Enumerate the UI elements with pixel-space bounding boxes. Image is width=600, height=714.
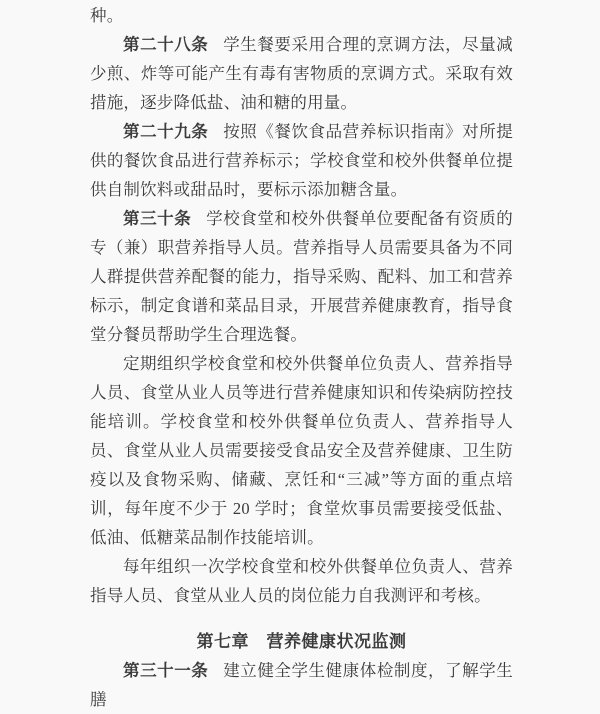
paragraph-continuation xyxy=(90,1,513,30)
continuation-text: 种。 xyxy=(90,6,124,25)
training-paragraph xyxy=(90,349,513,552)
article-28-paragraph xyxy=(90,30,513,117)
article-28-text: 学生餐要采用合理的烹调方法，尽量减少煎、炸等可能产生有毒有害物质的烹调方式。采取有效措施，逐步降低盐、油和糖的用量。 xyxy=(90,35,514,112)
training-paragraph-text: 定期组织学校食堂和校外供餐单位负责人、营养指导人员、食堂从业人员等进行营养健康知识和传染病防控技能培训。学校食堂和校外供餐单位负责人、营养指导人员、食堂从业人员需要接受食品安全及营养健康、卫生防疫以及食物采购、储藏、烹饪和“三减”等方面的重点培训，每年度不少于 20 学时；食堂炊事员需要接受低盐、低油、低糖菜品制作技能培训。 xyxy=(90,354,513,547)
chapter-7-heading: 第七章 营养健康状况监测 xyxy=(196,632,407,651)
article-31-label: 第三十一条 xyxy=(123,661,209,680)
article-29-label: 第二十九条 xyxy=(123,122,209,141)
assessment-paragraph-text: 每年组织一次学校食堂和校外供餐单位负责人、营养指导人员、食堂从业人员的岗位能力自我测评和考核。 xyxy=(90,557,513,605)
article-29-paragraph xyxy=(90,117,513,204)
article-31-text: 建立健全学生健康体检制度，了解学生膳 xyxy=(90,661,514,709)
assessment-paragraph xyxy=(90,552,513,610)
article-30-label: 第三十条 xyxy=(123,209,192,228)
article-30-paragraph xyxy=(90,204,513,349)
article-29-text: 按照《餐饮食品营养标识指南》对所提供的餐饮食品进行营养标示；学校食堂和校外供餐单位提供自制饮料或甜品时，要标示添加糖含量。 xyxy=(90,122,514,199)
article-30-text: 学校食堂和校外供餐单位要配备有资质的专（兼）职营养指导人员。营养指导人员需要具备为不同人群提供营养配餐的能力，指导采购、配料、加工和营养标示，制定食谱和菜品目录，开展营养健康教育，指导食堂分餐员帮助学生合理选餐。 xyxy=(90,209,513,344)
article-28-label: 第二十八条 xyxy=(123,35,209,54)
article-31-paragraph xyxy=(90,656,513,714)
